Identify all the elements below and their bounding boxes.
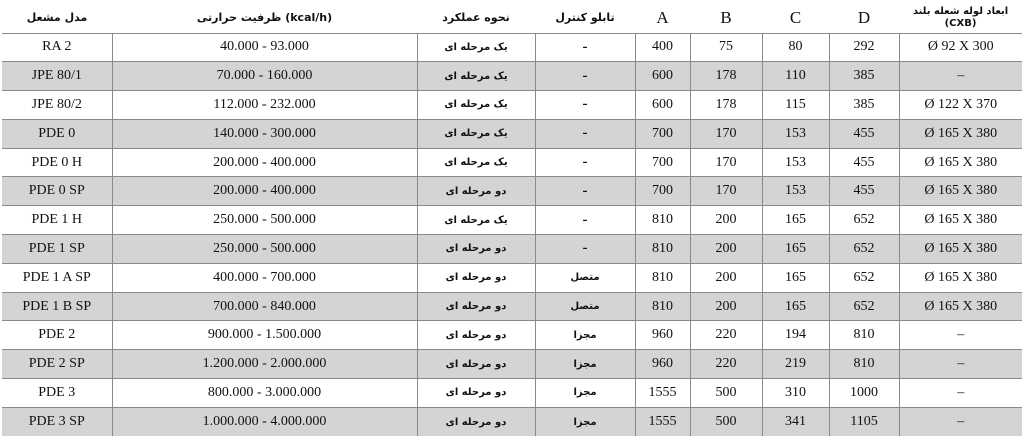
table-row	[2, 292, 1022, 321]
header-pipe: ابعاد لوله شعله بلند (CXB)	[899, 3, 1022, 33]
cell-b: 500	[690, 407, 762, 436]
cell-model: PDE 1 A SP	[2, 263, 112, 292]
cell-operation: دو مرحله ای	[417, 350, 535, 379]
cell-model: PDE 2	[2, 321, 112, 350]
cell-capacity: 70.000 - 160.000	[112, 62, 417, 91]
cell-operation: یک مرحله ای	[417, 119, 535, 148]
cell-d: 652	[829, 235, 899, 264]
cell-b: 200	[690, 235, 762, 264]
table-row	[2, 33, 1022, 62]
cell-b: 170	[690, 119, 762, 148]
table-row	[2, 62, 1022, 91]
cell-c: 153	[762, 148, 829, 177]
cell-capacity: 140.000 - 300.000	[112, 119, 417, 148]
cell-operation: دو مرحله ای	[417, 379, 535, 408]
cell-a: 810	[635, 263, 690, 292]
cell-c: 153	[762, 119, 829, 148]
cell-a: 700	[635, 148, 690, 177]
cell-c: 165	[762, 206, 829, 235]
cell-control-panel: –	[535, 119, 635, 148]
cell-d: 652	[829, 206, 899, 235]
cell-model: PDE 3	[2, 379, 112, 408]
cell-pipe: Ø 92 X 300	[899, 33, 1022, 62]
table-row	[2, 321, 1022, 350]
cell-c: 310	[762, 379, 829, 408]
cell-d: 385	[829, 91, 899, 120]
cell-model: PDE 1 B SP	[2, 292, 112, 321]
cell-model: PDE 0 H	[2, 148, 112, 177]
cell-d: 455	[829, 148, 899, 177]
header-a: A	[635, 3, 690, 33]
burner-spec-table-page	[0, 3, 1024, 443]
cell-control-panel: متصل	[535, 292, 635, 321]
cell-c: 153	[762, 177, 829, 206]
header-b: B	[690, 3, 762, 33]
table-row	[2, 263, 1022, 292]
cell-capacity: 112.000 - 232.000	[112, 91, 417, 120]
cell-capacity: 700.000 - 840.000	[112, 292, 417, 321]
cell-operation: دو مرحله ای	[417, 263, 535, 292]
cell-c: 115	[762, 91, 829, 120]
cell-control-panel: –	[535, 235, 635, 264]
cell-a: 1555	[635, 407, 690, 436]
table-row	[2, 379, 1022, 408]
table-body	[2, 33, 1022, 436]
cell-control-panel: مجزا	[535, 350, 635, 379]
cell-a: 960	[635, 321, 690, 350]
cell-operation: یک مرحله ای	[417, 206, 535, 235]
header-model: مدل مشعل	[2, 3, 112, 33]
cell-pipe: Ø 165 X 380	[899, 292, 1022, 321]
cell-c: 341	[762, 407, 829, 436]
cell-pipe: Ø 165 X 380	[899, 119, 1022, 148]
cell-d: 1000	[829, 379, 899, 408]
cell-pipe: –	[899, 350, 1022, 379]
cell-d: 810	[829, 350, 899, 379]
cell-capacity: 400.000 - 700.000	[112, 263, 417, 292]
cell-operation: دو مرحله ای	[417, 407, 535, 436]
cell-control-panel: مجزا	[535, 321, 635, 350]
cell-pipe: Ø 122 X 370	[899, 91, 1022, 120]
cell-operation: دو مرحله ای	[417, 177, 535, 206]
table-row	[2, 407, 1022, 436]
cell-d: 455	[829, 119, 899, 148]
cell-capacity: 250.000 - 500.000	[112, 206, 417, 235]
cell-capacity: 1.200.000 - 2.000.000	[112, 350, 417, 379]
cell-model: JPE 80/1	[2, 62, 112, 91]
header-operation: نحوه عملکرد	[417, 3, 535, 33]
cell-b: 170	[690, 148, 762, 177]
cell-pipe: Ø 165 X 380	[899, 263, 1022, 292]
cell-operation: یک مرحله ای	[417, 33, 535, 62]
cell-a: 700	[635, 119, 690, 148]
cell-b: 200	[690, 206, 762, 235]
cell-control-panel: مجزا	[535, 407, 635, 436]
table-row	[2, 91, 1022, 120]
table-row	[2, 235, 1022, 264]
cell-d: 385	[829, 62, 899, 91]
cell-operation: یک مرحله ای	[417, 62, 535, 91]
cell-operation: دو مرحله ای	[417, 235, 535, 264]
cell-c: 165	[762, 235, 829, 264]
cell-b: 200	[690, 263, 762, 292]
cell-pipe: Ø 165 X 380	[899, 148, 1022, 177]
cell-b: 170	[690, 177, 762, 206]
cell-capacity: 40.000 - 93.000	[112, 33, 417, 62]
cell-control-panel: –	[535, 148, 635, 177]
cell-control-panel: –	[535, 177, 635, 206]
cell-c: 165	[762, 263, 829, 292]
cell-c: 194	[762, 321, 829, 350]
cell-capacity: 200.000 - 400.000	[112, 177, 417, 206]
cell-b: 75	[690, 33, 762, 62]
header-row	[2, 3, 1022, 33]
table-row	[2, 350, 1022, 379]
cell-d: 810	[829, 321, 899, 350]
cell-c: 165	[762, 292, 829, 321]
header-control-panel: تابلو کنترل	[535, 3, 635, 33]
table-row	[2, 148, 1022, 177]
cell-control-panel: –	[535, 62, 635, 91]
cell-a: 600	[635, 62, 690, 91]
cell-control-panel: –	[535, 91, 635, 120]
cell-operation: دو مرحله ای	[417, 292, 535, 321]
cell-capacity: 800.000 - 3.000.000	[112, 379, 417, 408]
cell-d: 652	[829, 292, 899, 321]
cell-pipe: Ø 165 X 380	[899, 235, 1022, 264]
cell-model: PDE 1 H	[2, 206, 112, 235]
burner-spec-table	[2, 3, 1022, 436]
cell-pipe: Ø 165 X 380	[899, 177, 1022, 206]
header-capacity: ظرفیت حرارتی (kcal/h)	[112, 3, 417, 33]
cell-a: 960	[635, 350, 690, 379]
cell-model: RA 2	[2, 33, 112, 62]
cell-d: 455	[829, 177, 899, 206]
cell-a: 600	[635, 91, 690, 120]
cell-pipe: –	[899, 379, 1022, 408]
header-c: C	[762, 3, 829, 33]
cell-control-panel: مجزا	[535, 379, 635, 408]
table-row	[2, 206, 1022, 235]
cell-a: 810	[635, 206, 690, 235]
table-row	[2, 177, 1022, 206]
cell-model: PDE 1 SP	[2, 235, 112, 264]
table-row	[2, 119, 1022, 148]
cell-operation: یک مرحله ای	[417, 148, 535, 177]
cell-operation: دو مرحله ای	[417, 321, 535, 350]
cell-pipe: –	[899, 62, 1022, 91]
cell-model: PDE 2 SP	[2, 350, 112, 379]
cell-a: 700	[635, 177, 690, 206]
cell-b: 220	[690, 350, 762, 379]
cell-b: 200	[690, 292, 762, 321]
cell-b: 500	[690, 379, 762, 408]
cell-model: JPE 80/2	[2, 91, 112, 120]
cell-control-panel: –	[535, 206, 635, 235]
cell-d: 652	[829, 263, 899, 292]
cell-a: 810	[635, 292, 690, 321]
cell-c: 110	[762, 62, 829, 91]
cell-pipe: –	[899, 407, 1022, 436]
cell-capacity: 1.000.000 - 4.000.000	[112, 407, 417, 436]
cell-b: 220	[690, 321, 762, 350]
cell-a: 810	[635, 235, 690, 264]
cell-model: PDE 0 SP	[2, 177, 112, 206]
cell-pipe: –	[899, 321, 1022, 350]
cell-b: 178	[690, 62, 762, 91]
cell-operation: یک مرحله ای	[417, 91, 535, 120]
header-d: D	[829, 3, 899, 33]
cell-b: 178	[690, 91, 762, 120]
cell-model: PDE 0	[2, 119, 112, 148]
cell-capacity: 900.000 - 1.500.000	[112, 321, 417, 350]
cell-pipe: Ø 165 X 380	[899, 206, 1022, 235]
cell-capacity: 200.000 - 400.000	[112, 148, 417, 177]
cell-c: 219	[762, 350, 829, 379]
cell-control-panel: متصل	[535, 263, 635, 292]
cell-capacity: 250.000 - 500.000	[112, 235, 417, 264]
cell-d: 292	[829, 33, 899, 62]
cell-model: PDE 3 SP	[2, 407, 112, 436]
cell-a: 400	[635, 33, 690, 62]
cell-a: 1555	[635, 379, 690, 408]
cell-d: 1105	[829, 407, 899, 436]
cell-c: 80	[762, 33, 829, 62]
cell-control-panel: –	[535, 33, 635, 62]
